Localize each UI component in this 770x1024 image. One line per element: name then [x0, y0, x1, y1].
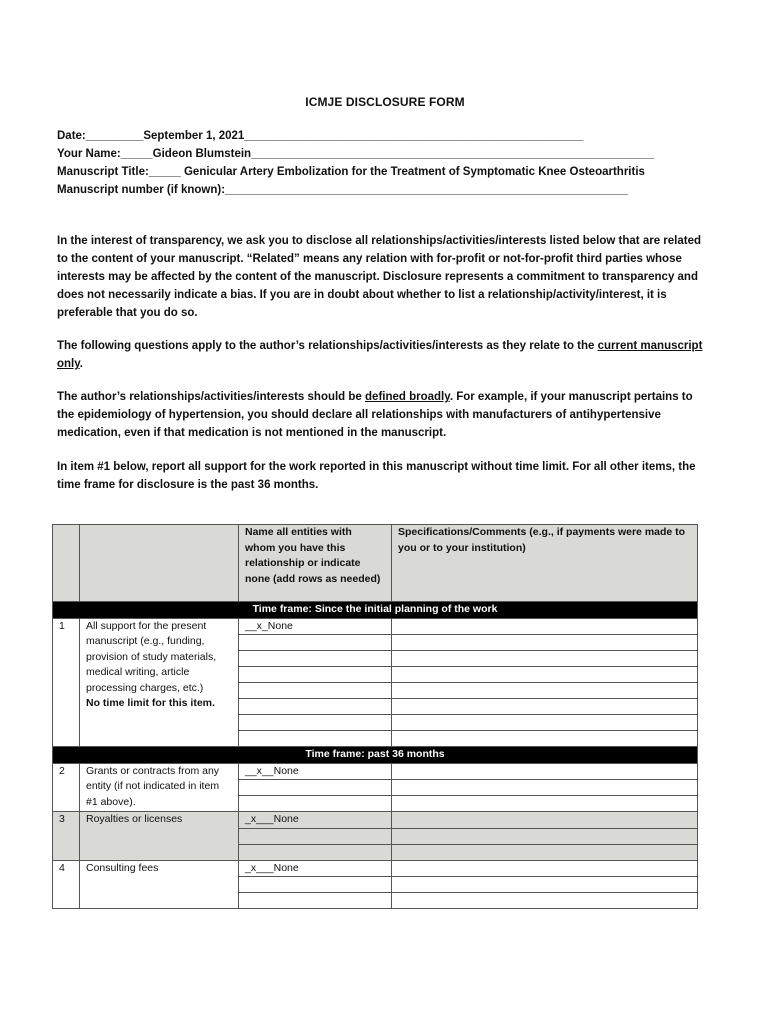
timeframe-band-initial: Time frame: Since the initial planning of the work — [53, 602, 698, 619]
entity-entry[interactable]: __x__None — [239, 763, 392, 780]
specifications-column-header: Specifications/Comments (e.g., if payments were made to you or to your institution) — [392, 525, 698, 602]
item-number: 2 — [53, 763, 80, 812]
table-row — [53, 618, 698, 635]
entity-entry[interactable]: __x_None — [239, 618, 392, 635]
item-number: 4 — [53, 860, 80, 909]
table-row — [53, 860, 698, 877]
manuscript-title-field[interactable]: Manuscript Title:_____ Genicular Artery Embolization for the Treatment of Symptomatic Knee Osteoarthritis — [57, 166, 645, 178]
table-row — [53, 763, 698, 780]
comment-entry[interactable] — [392, 618, 698, 635]
item-note: No time limit for this item. — [86, 697, 215, 709]
manuscript-number-field[interactable]: Manuscript number (if known):_______________________________________________________________ — [57, 184, 628, 196]
item-number: 3 — [53, 812, 80, 861]
comment-entry[interactable] — [392, 812, 698, 829]
comment-entry[interactable] — [392, 763, 698, 780]
intro-paragraph-transparency: In the interest of transparency, we ask you to disclose all relationships/activities/interests listed below that are related to the content of your manuscript. “Related” means any relation with for-profit or not-for-profit third parties whose interests may be affected by the content of the manuscript. Disclosure represents a commitment to transparency and does not necessarily indicate a bias. If you are in doubt about whether to list a relationship/activity/interest, it is preferable that you do so. — [57, 235, 701, 319]
timeframe-band-36-months: Time frame: past 36 months — [53, 747, 698, 764]
intro-paragraph-broad: The author’s relationships/activities/interests should be defined broadly. For example, if your manuscript pertains to the epidemiology of hypertension, you should declare all relationships with manufacturers of antihypertensive medication, even if that medication is not mentioned in the manuscript. — [57, 391, 693, 439]
comment-entry[interactable] — [392, 860, 698, 877]
item-label: All support for the present manuscript (e.g., funding, provision of study materials, medical writing, article processing charges, etc.) No time limit for this item. — [80, 618, 239, 747]
entities-column-header: Name all entities with whom you have this relationship or indicate none (add rows as needed) — [239, 525, 392, 602]
entity-entry[interactable]: _x___None — [239, 860, 392, 877]
form-title: ICMJE DISCLOSURE FORM — [305, 95, 465, 109]
name-field[interactable]: Your Name:_____Gideon Blumstein_______________________________________________________________ — [57, 148, 654, 160]
disclosure-table — [52, 524, 698, 909]
entity-entry[interactable]: _x___None — [239, 812, 392, 829]
date-field[interactable]: Date:_________September 1, 2021_____________________________________________________ — [57, 130, 584, 142]
item-number: 1 — [53, 618, 80, 747]
intro-paragraph-timeframe: In item #1 below, report all support for the work reported in this manuscript without time limit. For all other items, the time frame for disclosure is the past 36 months. — [57, 461, 696, 491]
table-header-row — [53, 525, 698, 602]
item-label: Royalties or licenses — [80, 812, 239, 861]
item-label: Grants or contracts from any entity (if not indicated in item #1 above). — [80, 763, 239, 812]
table-row — [53, 812, 698, 829]
item-label: Consulting fees — [80, 860, 239, 909]
intro-paragraph-scope: The following questions apply to the author’s relationships/activities/interests as they relate to the current manuscript only. — [57, 340, 703, 370]
